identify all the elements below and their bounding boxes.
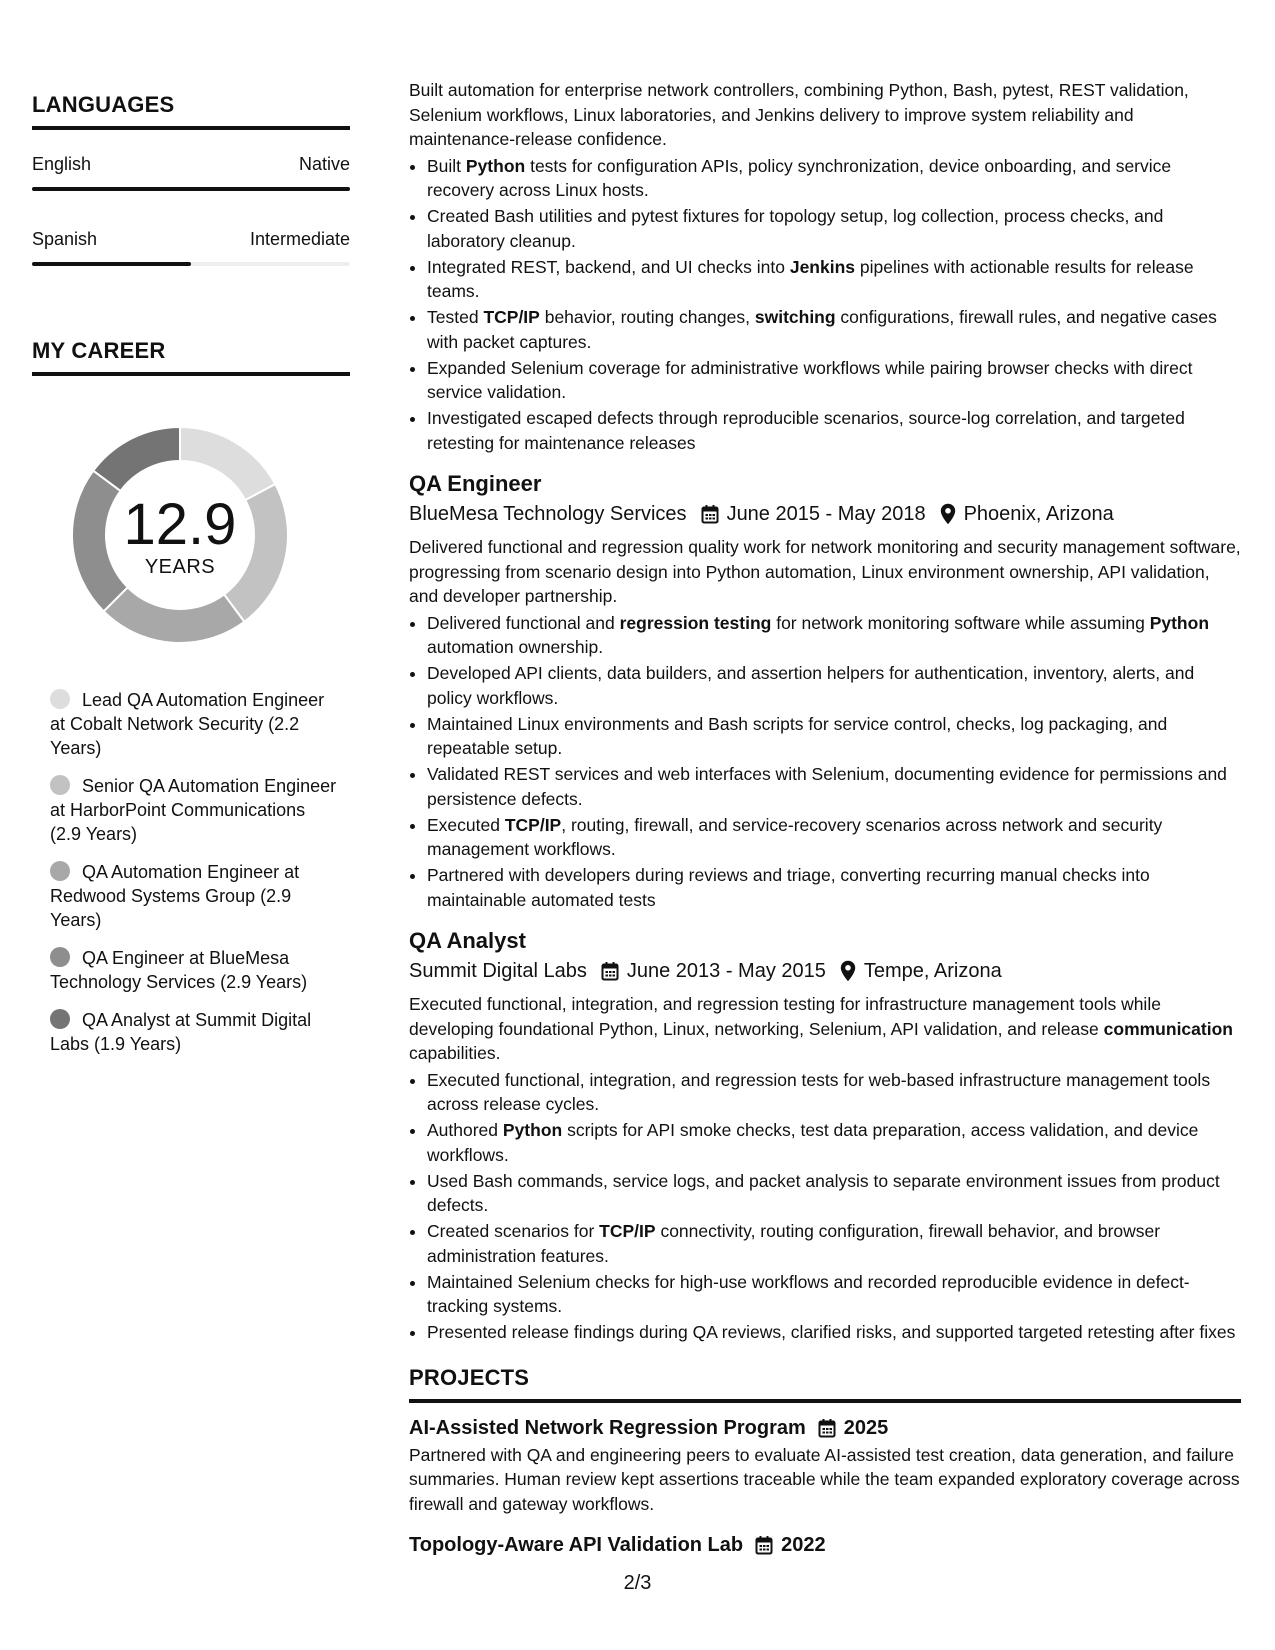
bold-keyword: switching: [754, 307, 836, 327]
language-name: English: [32, 154, 92, 174]
job-continued: [409, 78, 1241, 455]
language-level-fill: [32, 262, 191, 266]
job-dates: June 2015 - May 2018: [726, 503, 926, 525]
bullet-item: • Created scenarios for TCP/IP connectivity, routing configuration, firewall behavior, and browser administration features.: [427, 1219, 1241, 1268]
bullet-item: • Maintained Selenium checks for high-use workflows and recorded reproducible evidence in defect-tracking systems.: [427, 1270, 1241, 1319]
calendar-icon: [601, 961, 619, 981]
project-name: AI-Assisted Network Regression Program: [409, 1416, 806, 1439]
bold-keyword: communication: [1103, 1018, 1233, 1039]
career-donut-chart: [65, 420, 295, 650]
job-bullets: [409, 611, 1241, 913]
job-location: Phoenix, Arizona: [963, 503, 1114, 525]
bold-keyword: Jenkins: [789, 256, 856, 277]
calendar-icon: [701, 504, 719, 524]
job-summary: Delivered functional and regression quality work for network monitoring and security management software, progressing from scenario design into Python automation, Linux environment ownership, API validation, and developer partnership.: [409, 537, 1241, 606]
map-pin-icon: [940, 503, 956, 525]
languages-heading: LANGUAGES: [32, 92, 350, 130]
job-meta: [409, 956, 1241, 986]
calendar-icon: [818, 1418, 836, 1438]
bullet-item: • Developed API clients, data builders, and assertion helpers for authentication, inventory, alerts, and policy workflows.: [427, 661, 1241, 710]
donut-center: [65, 420, 295, 650]
bullet-item: • Executed TCP/IP, routing, firewall, and service-recovery scenarios across network and security management workflows.: [427, 813, 1241, 862]
main-content: [409, 78, 1241, 1560]
legend-dot-icon: [50, 947, 70, 967]
projects-heading: PROJECTS: [409, 1365, 1241, 1403]
bold-keyword: regression testing: [619, 612, 772, 633]
bullet-item: • Presented release findings during QA reviews, clarified risks, and supported targeted retesting after fixes: [427, 1320, 1241, 1345]
legend-dot-icon: [50, 1009, 70, 1029]
bullet-item: • Tested TCP/IP behavior, routing changes, switching configurations, firewall rules, and negative cases with packet captures.: [427, 305, 1241, 354]
jobs-list: [409, 469, 1241, 1345]
career-legend-item: [50, 688, 340, 760]
project-header: [409, 1530, 1241, 1560]
legend-label: QA Automation Engineer at Redwood Systems Group (2.9 Years): [50, 862, 300, 930]
bullet-item: • Investigated escaped defects through reproducible scenarios, source-log correlation, and targeted retesting for maintenance releases: [427, 406, 1241, 455]
career-legend-item: [50, 946, 340, 994]
legend-label: QA Analyst at Summit Digital Labs (1.9 Years): [50, 1010, 312, 1054]
language-level-bar: [32, 262, 350, 266]
language-name: Spanish: [32, 229, 98, 249]
career-legend-item: [50, 774, 340, 846]
bullet-item: • Executed functional, integration, and regression tests for web-based infrastructure management tools across release cycles.: [427, 1068, 1241, 1117]
page-number: 2/3: [623, 1572, 652, 1594]
job-location: Tempe, Arizona: [863, 960, 1002, 982]
language-level-bar: [32, 187, 350, 191]
legend-dot-icon: [50, 861, 70, 881]
bold-keyword: TCP/IP: [483, 307, 540, 327]
language-item: [32, 229, 350, 250]
language-level: Intermediate: [249, 229, 350, 249]
bullet-item: • Validated REST services and web interfaces with Selenium, documenting evidence for permissions and persistence defects.: [427, 762, 1241, 811]
bullet-item: • Built Python tests for configuration APIs, policy synchronization, device onboarding, and service recovery across Linux hosts.: [427, 154, 1241, 203]
sidebar: [32, 92, 350, 1070]
map-pin-icon: [840, 960, 856, 982]
calendar-icon: [755, 1535, 773, 1555]
career-legend: [50, 688, 340, 1056]
projects-list: [409, 1413, 1241, 1561]
project-year: 2025: [843, 1416, 889, 1439]
project-description: Partnered with QA and engineering peers to evaluate AI-assisted test creation, data generation, and failure summaries. Human review kept assertions traceable while the team expanded exploratory coverage across firewall and gateway workflows.: [409, 1444, 1240, 1514]
total-years-unit: YEARS: [144, 555, 216, 578]
legend-label: QA Engineer at BlueMesa Technology Services (2.9 Years): [50, 948, 308, 992]
bold-keyword: Python: [465, 155, 526, 176]
bullet-item: • Expanded Selenium coverage for administrative workflows while pairing browser checks with direct service validation.: [427, 356, 1241, 405]
career-legend-item: [50, 1008, 340, 1056]
job-dates: June 2013 - May 2015: [626, 960, 826, 982]
bullet-item: • Maintained Linux environments and Bash scripts for service control, checks, log packaging, and repeatable setup.: [427, 712, 1241, 761]
job-bullets: [409, 154, 1241, 456]
bold-keyword: TCP/IP: [599, 1221, 656, 1241]
legend-dot-icon: [50, 775, 70, 795]
career-legend-item: [50, 860, 340, 932]
project-name: Topology-Aware API Validation Lab: [409, 1534, 744, 1556]
bullet-item: • Authored Python scripts for API smoke checks, test data preparation, access validation, and device workflows.: [427, 1118, 1241, 1167]
bold-keyword: Python: [1149, 612, 1210, 633]
total-years-value: 12.9: [123, 491, 237, 557]
bullet-item: • Delivered functional and regression testing for network monitoring software while assuming Python automation ownership.: [427, 611, 1241, 660]
job-company: Summit Digital Labs: [409, 960, 587, 982]
legend-label: Lead QA Automation Engineer at Cobalt Network Security (2.2 Years): [50, 690, 325, 758]
job-company: BlueMesa Technology Services: [409, 503, 687, 525]
language-level-fill: [32, 187, 350, 191]
bullet-item: • Created Bash utilities and pytest fixtures for topology setup, log collection, process checks, and laboratory cleanup.: [427, 204, 1241, 253]
project-header: [409, 1413, 1241, 1443]
job-title: QA Analyst: [409, 928, 526, 953]
job-meta: [409, 499, 1241, 529]
languages-list: [32, 154, 350, 266]
project-year: 2022: [781, 1534, 826, 1556]
bullet-item: • Partnered with developers during reviews and triage, converting recurring manual checks into maintainable automated tests: [427, 863, 1241, 912]
job-summary: Built automation for enterprise network controllers, combining Python, Bash, pytest, REST validation, Selenium workflows, Linux laboratories, and Jenkins delivery to improve system reliability and maintenance-release confidence.: [409, 80, 1189, 149]
language-level: Native: [298, 154, 350, 174]
career-heading: MY CAREER: [32, 338, 350, 376]
job-summary: Executed functional, integration, and regression testing for infrastructure management tools while developing foundational Python, Linux, networking, Selenium, API validation, and release communication capabilities.: [409, 994, 1233, 1063]
language-item: [32, 154, 350, 175]
job-bullets: [409, 1068, 1241, 1345]
legend-label: Senior QA Automation Engineer at HarborPoint Communications (2.9 Years): [50, 776, 337, 844]
bold-keyword: Python: [502, 1120, 563, 1140]
job-entry: [409, 469, 1241, 912]
legend-dot-icon: [50, 689, 70, 709]
job-title: QA Engineer: [409, 471, 542, 496]
bullet-item: • Integrated REST, backend, and UI checks into Jenkins pipelines with actionable results for release teams.: [427, 255, 1241, 304]
bold-keyword: TCP/IP: [504, 814, 562, 835]
job-entry: [409, 926, 1241, 1345]
bullet-item: • Used Bash commands, service logs, and packet analysis to separate environment issues from product defects.: [427, 1169, 1241, 1218]
